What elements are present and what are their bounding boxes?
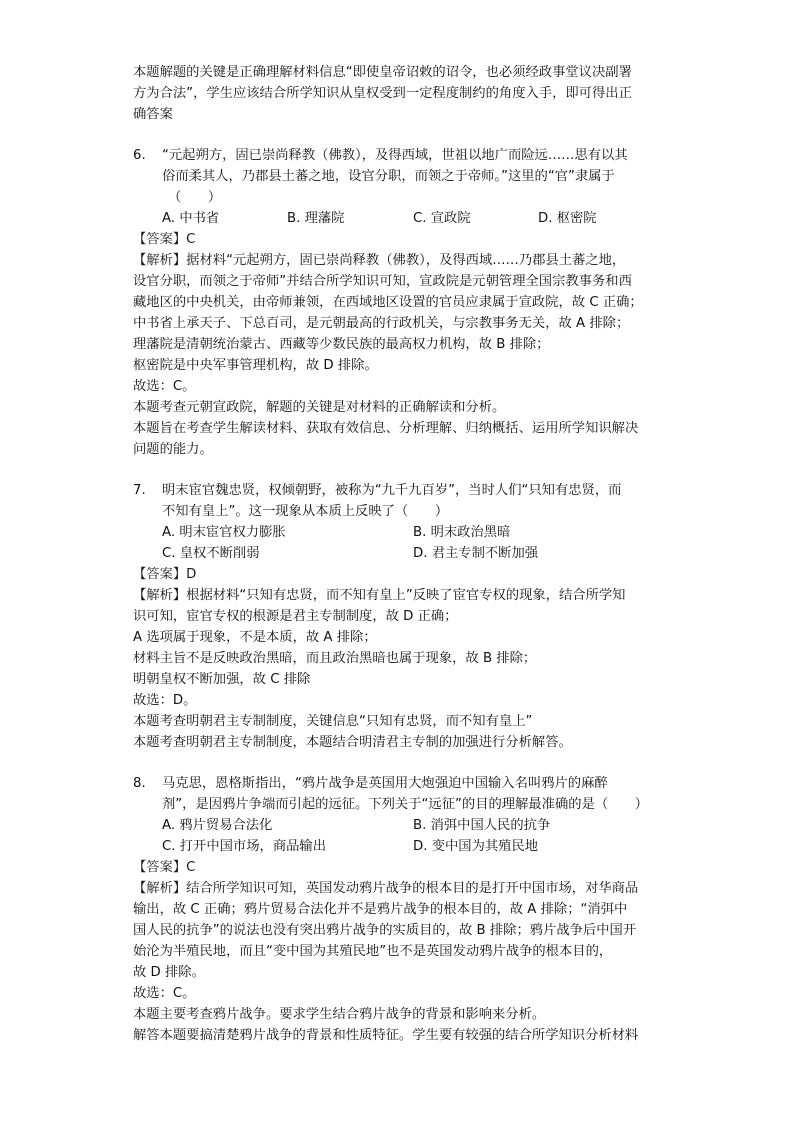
analysis-line: 故 D 排除。 <box>133 965 205 980</box>
question-stem: （ ） <box>168 190 222 205</box>
analysis-line: 本题旨在考查学生解读材料、获取有效信息、分析理解、归纳概括、运用所学知识解决 <box>133 421 639 436</box>
option-d: D. 枢密院 <box>538 211 597 226</box>
answer-line: 【答案】C <box>133 860 196 875</box>
analysis-line: 中书省上承天子、下总百司，是元朝最高的行政机关，与宗教事务无关，故 A 排除； <box>133 316 630 331</box>
intro-line: 方为合法”，学生应该结合所学知识从皇权受到一定程度制约的角度入手，即可得出正 <box>133 86 632 101</box>
question-number: 7. <box>133 483 146 498</box>
option-d: D. 君主专制不断加强 <box>413 546 539 561</box>
analysis-line: 解答本题要搞清楚鸦片战争的背景和性质特征。学生要有较强的结合所学知识分析材料 <box>133 1028 639 1043</box>
question-number: 8. <box>133 776 146 791</box>
analysis-line: 枢密院是中央军事管理机构，故 D 排除。 <box>133 358 378 373</box>
analysis-line: 输出，故 C 正确；鸦片贸易合法化并不是鸦片战争的根本目的，故 A 排除；“消弭中 <box>133 902 628 917</box>
analysis-line: 故选：C。 <box>133 986 196 1001</box>
option-a: A. 明末宦官权力膨胀 <box>162 525 286 540</box>
analysis-line: 始沦为半殖民地，而且“变中国为其殖民地”也不是英国发动鸦片战争的根本目的， <box>133 944 613 959</box>
intro-line: 本题解题的关键是正确理解材料信息“即使皇帝诏敕的诏令，也必须经政事堂议决副署 <box>133 65 632 80</box>
option-d: D. 变中国为其殖民地 <box>413 839 539 854</box>
analysis-line: 故选：C。 <box>133 379 196 394</box>
option-c: C. 打开中国市场，商品输出 <box>162 839 327 854</box>
analysis-line: 本题考查明朝君主专制制度，本题结合明清君主专制的加强进行分析解答。 <box>133 735 572 750</box>
analysis-line: 本题考查元朝宣政院，解题的关键是对材料的正确解读和分析。 <box>133 400 506 415</box>
option-c: C. 宣政院 <box>413 211 471 226</box>
question-stem: 马克思，恩格斯指出，“鸦片战争是英国用大炮强迫中国输入名叫鸦片的麻醉 <box>162 776 608 791</box>
analysis-line: 国人民的抗争”的说法也没有突出鸦片战争的实质目的，故 B 排除；鸦片战争后中国开 <box>133 923 637 938</box>
analysis-line: 【解析】根据材料“只知有忠贤，而不知有皇上”反映了宦官专权的现象，结合所学知 <box>133 588 626 603</box>
option-b: B. 消弭中国人民的抗争 <box>413 818 551 833</box>
analysis-line: 设官分职，而领之于帝师”并结合所学知识可知，宣政院是元朝管理全国宗教事务和西 <box>133 274 632 289</box>
analysis-line: 【解析】结合所学知识可知，英国发动鸦片战争的根本目的是打开中国市场，对华商品 <box>133 881 639 896</box>
option-c: C. 皇权不断削弱 <box>162 546 260 561</box>
answer-line: 【答案】D <box>133 567 197 582</box>
question-stem: 明末宦官魏忠贤，权倾朝野，被称为“九千九百岁”，当时人们“只知有忠贤，而 <box>162 483 622 498</box>
analysis-line: 故选：D。 <box>133 693 197 708</box>
intro-line: 确答案 <box>133 107 173 122</box>
analysis-line: 识可知，宦官专权的根源是君主专制制度，故 D 正确； <box>133 609 458 624</box>
analysis-line: 明朝皇权不断加强，故 C 排除 <box>133 672 311 687</box>
option-b: B. 理藩院 <box>287 211 345 226</box>
analysis-line: 本题主要考查鸦片战争。要求学生结合鸦片战争的背景和影响来分析。 <box>133 1007 546 1022</box>
analysis-line: 本题考查明朝君主专制制度，关键信息“只知有忠贤，而不知有皇上” <box>133 714 533 729</box>
analysis-line: 材料主旨不是反映政治黑暗，而且政治黑暗也属于现象，故 B 排除； <box>133 651 537 666</box>
answer-line: 【答案】C <box>133 232 196 247</box>
question-stem: 不知有皇上”。这一现象从本质上反映了（ ） <box>162 504 449 519</box>
analysis-line: 藏地区的中央机关，由帝师兼领，在西域地区设置的官员应隶属于宣政院，故 C 正确； <box>133 295 643 310</box>
analysis-line: 理藩院是清朝统治蒙古、西藏等少数民族的最高权力机构，故 B 排除； <box>133 337 550 352</box>
question-number: 6. <box>133 148 146 163</box>
analysis-line: 【解析】据材料“元起朔方，固已崇尚释教（佛教），及得西域……乃郡县土蕃之地， <box>133 253 626 268</box>
option-a: A. 中书省 <box>162 211 220 226</box>
question-stem: 俗而柔其人，乃郡县土蕃之地，设官分职，而领之于帝师。”这里的“官”隶属于 <box>162 169 615 184</box>
question-stem: “元起朔方，固已崇尚释教（佛教），及得西域，世祖以地广而险远……思有以其 <box>162 148 628 163</box>
analysis-line: 问题的能力。 <box>133 442 213 457</box>
analysis-line: A 选项属于现象，不是本质，故 A 排除； <box>133 630 377 645</box>
question-stem: 剂”，是因鸦片争端而引起的远征。下列关于“远征”的目的理解最准确的是（ ） <box>162 797 649 812</box>
option-a: A. 鸦片贸易合法化 <box>162 818 273 833</box>
option-b: B. 明末政治黑暗 <box>413 525 511 540</box>
